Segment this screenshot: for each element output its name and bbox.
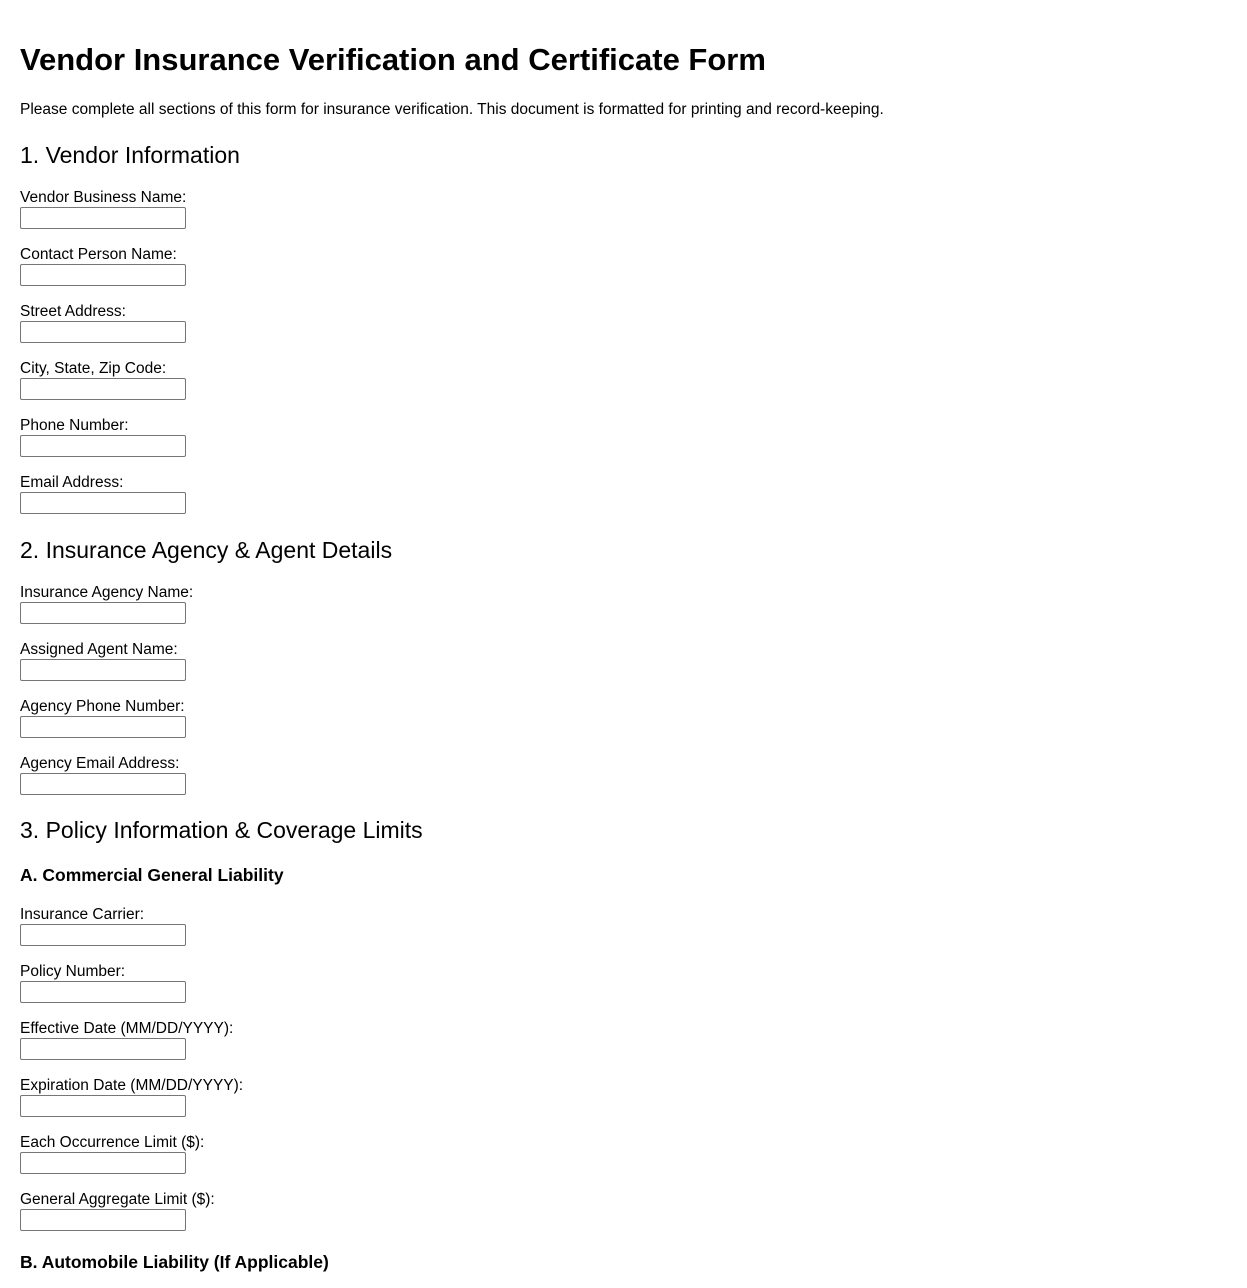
insurance-agency-name-input[interactable] [20, 602, 186, 624]
city-state-zip-label: City, State, Zip Code: [20, 360, 167, 377]
email-address-input[interactable] [20, 492, 186, 514]
agency-phone-number-input[interactable] [20, 716, 186, 738]
general-aggregate-limit-label: General Aggregate Limit ($): [20, 1191, 215, 1208]
street-address-label: Street Address: [20, 303, 126, 320]
contact-person-name-input[interactable] [20, 264, 186, 286]
subsection-heading-automobile-liability: B. Automobile Liability (If Applicable) [20, 1252, 329, 1272]
form-intro: Please complete all sections of this form for insurance verification. This document is formatted for printing and record-keeping. [20, 101, 884, 118]
phone-number-label: Phone Number: [20, 417, 129, 434]
expiration-date-label: Expiration Date (MM/DD/YYYY): [20, 1077, 244, 1094]
each-occurrence-limit-label: Each Occurrence Limit ($): [20, 1134, 205, 1151]
section-heading-policy-information: 3. Policy Information & Coverage Limits [20, 817, 423, 843]
effective-date-field [20, 1020, 420, 1060]
each-occurrence-limit-input[interactable] [20, 1152, 186, 1174]
email-address-label: Email Address: [20, 474, 124, 491]
effective-date-label: Effective Date (MM/DD/YYYY): [20, 1020, 234, 1037]
vendor-business-name-field [20, 189, 420, 229]
contact-person-name-field [20, 246, 420, 286]
street-address-field [20, 303, 420, 343]
agency-email-address-field [20, 755, 420, 795]
policy-number-input[interactable] [20, 981, 186, 1003]
general-aggregate-limit-field [20, 1191, 420, 1231]
city-state-zip-input[interactable] [20, 378, 186, 400]
assigned-agent-name-input[interactable] [20, 659, 186, 681]
phone-number-field [20, 417, 420, 457]
agency-phone-number-label: Agency Phone Number: [20, 698, 185, 715]
policy-number-label: Policy Number: [20, 963, 126, 980]
general-aggregate-limit-input[interactable] [20, 1209, 186, 1231]
section-heading-agency-details: 2. Insurance Agency & Agent Details [20, 537, 393, 563]
insurance-carrier-input[interactable] [20, 924, 186, 946]
assigned-agent-name-field [20, 641, 420, 681]
agency-email-address-label: Agency Email Address: [20, 755, 180, 772]
vendor-business-name-input[interactable] [20, 207, 186, 229]
email-address-field [20, 474, 420, 514]
insurance-agency-name-label: Insurance Agency Name: [20, 584, 194, 601]
insurance-carrier-field [20, 906, 420, 946]
phone-number-input[interactable] [20, 435, 186, 457]
policy-number-field [20, 963, 420, 1003]
expiration-date-input[interactable] [20, 1095, 186, 1117]
agency-email-address-input[interactable] [20, 773, 186, 795]
agency-phone-number-field [20, 698, 420, 738]
insurance-agency-name-field [20, 584, 420, 624]
insurance-carrier-label: Insurance Carrier: [20, 906, 145, 923]
section-heading-vendor-information: 1. Vendor Information [20, 142, 240, 168]
each-occurrence-limit-field [20, 1134, 420, 1174]
street-address-input[interactable] [20, 321, 186, 343]
city-state-zip-field [20, 360, 420, 400]
contact-person-name-label: Contact Person Name: [20, 246, 177, 263]
effective-date-input[interactable] [20, 1038, 186, 1060]
assigned-agent-name-label: Assigned Agent Name: [20, 641, 178, 658]
page-title: Vendor Insurance Verification and Certificate Form [20, 42, 766, 77]
subsection-heading-general-liability: A. Commercial General Liability [20, 865, 284, 885]
expiration-date-field [20, 1077, 420, 1117]
vendor-business-name-label: Vendor Business Name: [20, 189, 187, 206]
